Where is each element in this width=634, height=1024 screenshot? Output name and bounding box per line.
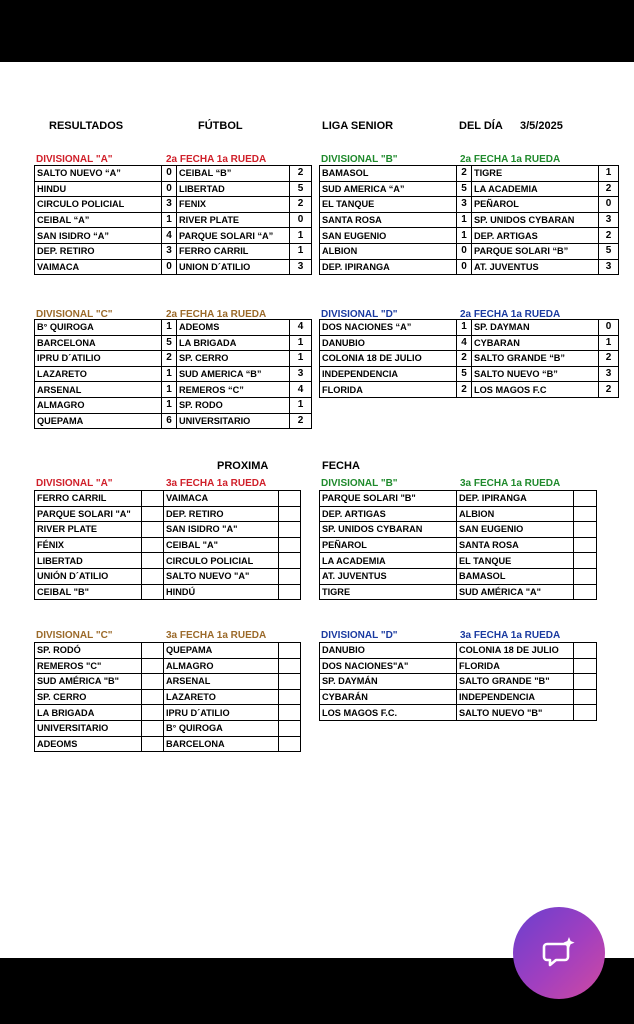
home-team: DOS NACIONES"A" — [320, 658, 457, 674]
table-row — [320, 584, 597, 600]
away-score-empty — [279, 720, 301, 736]
away-team: FLORIDA — [457, 658, 574, 674]
next-div-c-title: DIVISIONAL "C" — [36, 630, 113, 641]
away-team: UNION D´ATILIO — [177, 259, 290, 275]
away-team: QUEPAMA — [164, 643, 279, 659]
home-team: HINDU — [35, 181, 162, 197]
table-row — [35, 689, 301, 705]
away-team: LAZARETO — [164, 689, 279, 705]
away-team: CYBARAN — [472, 335, 599, 351]
away-score: 2 — [599, 181, 619, 197]
away-score-empty — [279, 537, 301, 553]
away-team: ALBION — [457, 506, 574, 522]
away-team: SALTO NUEVO "B" — [457, 705, 574, 721]
away-score: 5 — [599, 243, 619, 259]
away-team: CIRCULO POLICIAL — [164, 553, 279, 569]
table-row — [35, 568, 301, 584]
table-row — [320, 643, 597, 659]
table-row — [320, 658, 597, 674]
away-team: SALTO NUEVO “B” — [472, 366, 599, 382]
home-team: SP. CERRO — [35, 689, 142, 705]
home-score-empty — [142, 584, 164, 600]
home-score: 1 — [457, 212, 472, 228]
header-liga: LIGA SENIOR — [322, 120, 394, 132]
table-row — [35, 491, 301, 507]
away-score: 2 — [599, 382, 619, 398]
away-team: FERRO CARRIL — [177, 243, 290, 259]
away-team: REMEROS “C” — [177, 382, 290, 398]
home-team: INDEPENDENCIA — [320, 366, 457, 382]
home-score: 1 — [162, 320, 177, 336]
away-team: COLONIA 18 DE JULIO — [457, 643, 574, 659]
away-score: 1 — [290, 243, 312, 259]
home-score: 2 — [162, 351, 177, 367]
away-score-empty — [574, 568, 597, 584]
away-team: DEP. IPIRANGA — [457, 491, 574, 507]
table-row — [35, 643, 301, 659]
table-row — [320, 243, 619, 259]
fixture-sheet — [0, 62, 634, 958]
home-team: BAMASOL — [320, 166, 457, 182]
table-row — [35, 658, 301, 674]
results-div-a-fecha: 2a FECHA 1a RUEDA — [166, 154, 267, 165]
away-score-empty — [279, 491, 301, 507]
away-score-empty — [574, 506, 597, 522]
home-team: CIRCULO POLICIAL — [35, 197, 162, 213]
away-score-empty — [574, 643, 597, 659]
away-score: 2 — [599, 228, 619, 244]
table-row — [35, 366, 312, 382]
away-score-empty — [574, 522, 597, 538]
home-score-empty — [142, 643, 164, 659]
away-score-empty — [279, 736, 301, 752]
away-score: 1 — [290, 351, 312, 367]
home-team: RIVER PLATE — [35, 522, 142, 538]
home-score: 4 — [457, 335, 472, 351]
away-team: SALTO GRANDE "B" — [457, 674, 574, 690]
away-team: DEP. ARTIGAS — [472, 228, 599, 244]
table-row — [35, 506, 301, 522]
table-row — [320, 689, 597, 705]
home-team: LA BRIGADA — [35, 705, 142, 721]
away-score-empty — [279, 674, 301, 690]
table-row — [35, 413, 312, 429]
home-score: 0 — [162, 259, 177, 275]
table-row — [35, 522, 301, 538]
away-team: SAN EUGENIO — [457, 522, 574, 538]
away-team: IPRU D´ATILIO — [164, 705, 279, 721]
away-score-empty — [574, 658, 597, 674]
table-row — [35, 705, 301, 721]
next-div-a-title: DIVISIONAL "A" — [36, 478, 113, 489]
away-score-empty — [279, 568, 301, 584]
away-score-empty — [574, 537, 597, 553]
home-score-empty — [142, 522, 164, 538]
home-team: SP. RODÓ — [35, 643, 142, 659]
home-score: 1 — [162, 382, 177, 398]
home-team: DEP. RETIRO — [35, 243, 162, 259]
away-team: BARCELONA — [164, 736, 279, 752]
away-team: LA BRIGADA — [177, 335, 290, 351]
table-row — [320, 537, 597, 553]
away-team: SUD AMÉRICA "A" — [457, 584, 574, 600]
header-del-dia: DEL DÍA — [459, 120, 503, 132]
away-team: TIGRE — [472, 166, 599, 182]
table-row — [320, 491, 597, 507]
table-row — [35, 320, 312, 336]
away-score-empty — [279, 705, 301, 721]
home-team: UNIÓN D´ATILIO — [35, 568, 142, 584]
home-score: 3 — [162, 197, 177, 213]
away-score: 3 — [290, 259, 312, 275]
away-score-empty — [279, 553, 301, 569]
table-row — [320, 197, 619, 213]
away-score: 5 — [290, 181, 312, 197]
table-row — [320, 320, 619, 336]
next-div-d-title: DIVISIONAL "D" — [321, 630, 398, 641]
home-team: ALBION — [320, 243, 457, 259]
away-score: 1 — [290, 335, 312, 351]
home-team: SALTO NUEVO “A” — [35, 166, 162, 182]
home-score: 0 — [457, 259, 472, 275]
away-score-empty — [574, 674, 597, 690]
home-score-empty — [142, 506, 164, 522]
chat-sparkle-icon — [538, 932, 580, 974]
home-team: CEIBAL "B" — [35, 584, 142, 600]
away-team: SP. UNIDOS CYBARAN — [472, 212, 599, 228]
away-score-empty — [574, 705, 597, 721]
away-score-empty — [279, 658, 301, 674]
table-row — [35, 228, 312, 244]
header-futbol: FÚTBOL — [198, 120, 243, 132]
home-score: 4 — [162, 228, 177, 244]
table-row — [320, 166, 619, 182]
away-team: CEIBAL “B” — [177, 166, 290, 182]
away-score: 2 — [599, 351, 619, 367]
home-team: ARSENAL — [35, 382, 162, 398]
home-team: TIGRE — [320, 584, 457, 600]
results-div-b-fecha: 2a FECHA 1a RUEDA — [460, 154, 561, 165]
table-row — [35, 736, 301, 752]
next-div-b-fecha: 3a FECHA 1a RUEDA — [460, 478, 561, 489]
away-score: 4 — [290, 382, 312, 398]
home-team: SP. UNIDOS CYBARAN — [320, 522, 457, 538]
home-team: SAN EUGENIO — [320, 228, 457, 244]
away-team: SALTO GRANDE “B” — [472, 351, 599, 367]
table-row — [35, 181, 312, 197]
home-score: 0 — [162, 166, 177, 182]
home-team: COLONIA 18 DE JULIO — [320, 351, 457, 367]
home-score: 1 — [457, 228, 472, 244]
away-team: SP. DAYMAN — [472, 320, 599, 336]
home-team: SP. DAYMÁN — [320, 674, 457, 690]
home-score-empty — [142, 658, 164, 674]
table-row — [320, 351, 619, 367]
home-score-empty — [142, 568, 164, 584]
home-score: 0 — [457, 243, 472, 259]
next-table-div-b — [319, 490, 597, 600]
home-score: 5 — [162, 335, 177, 351]
results-table-div-c — [34, 319, 312, 429]
away-team: CEIBAL "A" — [164, 537, 279, 553]
chat-assistant-button[interactable] — [513, 907, 605, 999]
home-score-empty — [142, 689, 164, 705]
away-score-empty — [279, 643, 301, 659]
home-team: FÉNIX — [35, 537, 142, 553]
results-div-c-title: DIVISIONAL "C" — [36, 309, 113, 320]
home-team: DEP. ARTIGAS — [320, 506, 457, 522]
away-score: 1 — [290, 397, 312, 413]
away-score-empty — [279, 522, 301, 538]
home-score-empty — [142, 537, 164, 553]
away-team: ALMAGRO — [164, 658, 279, 674]
table-row — [320, 506, 597, 522]
away-score: 1 — [290, 228, 312, 244]
table-row — [320, 382, 619, 398]
home-team: PARQUE SOLARI "B" — [320, 491, 457, 507]
home-team: UNIVERSITARIO — [35, 720, 142, 736]
away-score: 2 — [290, 413, 312, 429]
home-score: 0 — [162, 181, 177, 197]
away-team: PEÑAROL — [472, 197, 599, 213]
home-score-empty — [142, 674, 164, 690]
home-score: 1 — [162, 212, 177, 228]
away-score: 3 — [599, 259, 619, 275]
home-score: 1 — [162, 366, 177, 382]
home-team: SUD AMERICA “A” — [320, 181, 457, 197]
results-div-d-fecha: 2a FECHA 1a RUEDA — [460, 309, 561, 320]
table-row — [35, 197, 312, 213]
home-team: DANUBIO — [320, 335, 457, 351]
home-score: 1 — [162, 397, 177, 413]
table-row — [35, 397, 312, 413]
home-team: DOS NACIONES “A” — [320, 320, 457, 336]
away-team: PARQUE SOLARI “B” — [472, 243, 599, 259]
away-team: RIVER PLATE — [177, 212, 290, 228]
away-score-empty — [574, 553, 597, 569]
next-div-a-fecha: 3a FECHA 1a RUEDA — [166, 478, 267, 489]
table-row — [35, 351, 312, 367]
table-row — [35, 335, 312, 351]
away-team: VAIMACA — [164, 491, 279, 507]
home-score-empty — [142, 491, 164, 507]
home-team: DEP. IPIRANGA — [320, 259, 457, 275]
away-score-empty — [574, 491, 597, 507]
away-team: ADEOMS — [177, 320, 290, 336]
away-score-empty — [574, 689, 597, 705]
table-row — [320, 181, 619, 197]
results-div-a-title: DIVISIONAL "A" — [36, 154, 113, 165]
home-team: DANUBIO — [320, 643, 457, 659]
header-fecha: 3/5/2025 — [520, 120, 563, 132]
home-team: CEIBAL “A” — [35, 212, 162, 228]
away-score: 0 — [599, 320, 619, 336]
next-div-c-fecha: 3a FECHA 1a RUEDA — [166, 630, 267, 641]
next-div-b-title: DIVISIONAL "B" — [321, 478, 398, 489]
home-score: 1 — [457, 320, 472, 336]
away-score-empty — [279, 689, 301, 705]
away-team: BAMASOL — [457, 568, 574, 584]
home-score: 2 — [457, 166, 472, 182]
away-team: FENIX — [177, 197, 290, 213]
table-row — [320, 705, 597, 721]
home-team: ALMAGRO — [35, 397, 162, 413]
away-score: 3 — [599, 366, 619, 382]
away-team: DEP. RETIRO — [164, 506, 279, 522]
table-row — [35, 243, 312, 259]
home-score-empty — [142, 736, 164, 752]
away-score-empty — [574, 584, 597, 600]
away-score-empty — [279, 506, 301, 522]
next-table-div-c — [34, 642, 301, 752]
header-resultados: RESULTADOS — [49, 120, 124, 132]
away-team: ARSENAL — [164, 674, 279, 690]
away-team: UNIVERSITARIO — [177, 413, 290, 429]
next-table-div-d — [319, 642, 597, 721]
table-row — [320, 674, 597, 690]
home-team: BARCELONA — [35, 335, 162, 351]
away-team: INDEPENDENCIA — [457, 689, 574, 705]
away-score: 3 — [599, 212, 619, 228]
home-score-empty — [142, 705, 164, 721]
home-score: 5 — [457, 366, 472, 382]
home-team: FERRO CARRIL — [35, 491, 142, 507]
table-row — [35, 674, 301, 690]
away-score: 2 — [290, 166, 312, 182]
away-team: SAN ISIDRO "A" — [164, 522, 279, 538]
away-score: 0 — [599, 197, 619, 213]
away-team: SP. RODO — [177, 397, 290, 413]
next-table-div-a — [34, 490, 301, 600]
results-div-b-title: DIVISIONAL "B" — [321, 154, 398, 165]
results-table-div-b — [319, 165, 619, 275]
next-header-fecha: FECHA — [322, 460, 360, 472]
table-row — [320, 259, 619, 275]
away-team: B° QUIROGA — [164, 720, 279, 736]
table-row — [35, 553, 301, 569]
home-team: LIBERTAD — [35, 553, 142, 569]
home-team: ADEOMS — [35, 736, 142, 752]
home-team: REMEROS "C" — [35, 658, 142, 674]
table-row — [320, 366, 619, 382]
home-score-empty — [142, 553, 164, 569]
home-score: 2 — [457, 382, 472, 398]
table-row — [35, 212, 312, 228]
away-score: 2 — [290, 197, 312, 213]
away-team: SP. CERRO — [177, 351, 290, 367]
table-row — [320, 335, 619, 351]
home-team: B° QUIROGA — [35, 320, 162, 336]
away-score: 4 — [290, 320, 312, 336]
away-score: 0 — [290, 212, 312, 228]
away-team: SANTA ROSA — [457, 537, 574, 553]
home-team: PEÑAROL — [320, 537, 457, 553]
away-team: LIBERTAD — [177, 181, 290, 197]
table-row — [320, 228, 619, 244]
home-team: LOS MAGOS F.C. — [320, 705, 457, 721]
home-score: 6 — [162, 413, 177, 429]
home-team: AT. JUVENTUS — [320, 568, 457, 584]
results-table-div-a — [34, 165, 312, 275]
home-team: QUEPAMA — [35, 413, 162, 429]
home-team: SANTA ROSA — [320, 212, 457, 228]
table-row — [35, 720, 301, 736]
home-team: FLORIDA — [320, 382, 457, 398]
away-score: 3 — [290, 366, 312, 382]
home-team: SAN ISIDRO “A” — [35, 228, 162, 244]
home-team: VAIMACA — [35, 259, 162, 275]
table-row — [35, 166, 312, 182]
home-score: 3 — [162, 243, 177, 259]
home-score: 3 — [457, 197, 472, 213]
home-team: SUD AMÉRICA "B" — [35, 674, 142, 690]
home-team: LAZARETO — [35, 366, 162, 382]
away-team: SUD AMERICA “B” — [177, 366, 290, 382]
away-team: EL TANQUE — [457, 553, 574, 569]
table-row — [320, 568, 597, 584]
next-div-d-fecha: 3a FECHA 1a RUEDA — [460, 630, 561, 641]
table-row — [35, 382, 312, 398]
results-div-c-fecha: 2a FECHA 1a RUEDA — [166, 309, 267, 320]
away-score-empty — [279, 584, 301, 600]
results-div-d-title: DIVISIONAL "D" — [321, 309, 398, 320]
results-table-div-d — [319, 319, 619, 398]
away-team: SALTO NUEVO "A" — [164, 568, 279, 584]
next-header-proxima: PROXIMA — [217, 460, 269, 472]
home-team: IPRU D´ATILIO — [35, 351, 162, 367]
home-score: 5 — [457, 181, 472, 197]
away-team: AT. JUVENTUS — [472, 259, 599, 275]
away-team: LA ACADEMIA — [472, 181, 599, 197]
table-row — [320, 212, 619, 228]
table-row — [35, 259, 312, 275]
away-team: LOS MAGOS F.C — [472, 382, 599, 398]
home-score: 2 — [457, 351, 472, 367]
away-team: HINDÚ — [164, 584, 279, 600]
home-team: CYBARÁN — [320, 689, 457, 705]
home-team: LA ACADEMIA — [320, 553, 457, 569]
away-team: PARQUE SOLARI “A” — [177, 228, 290, 244]
away-score: 1 — [599, 166, 619, 182]
home-score-empty — [142, 720, 164, 736]
table-row — [320, 522, 597, 538]
home-team: EL TANQUE — [320, 197, 457, 213]
table-row — [35, 537, 301, 553]
table-row — [320, 553, 597, 569]
table-row — [35, 584, 301, 600]
home-team: PARQUE SOLARI "A" — [35, 506, 142, 522]
away-score: 1 — [599, 335, 619, 351]
